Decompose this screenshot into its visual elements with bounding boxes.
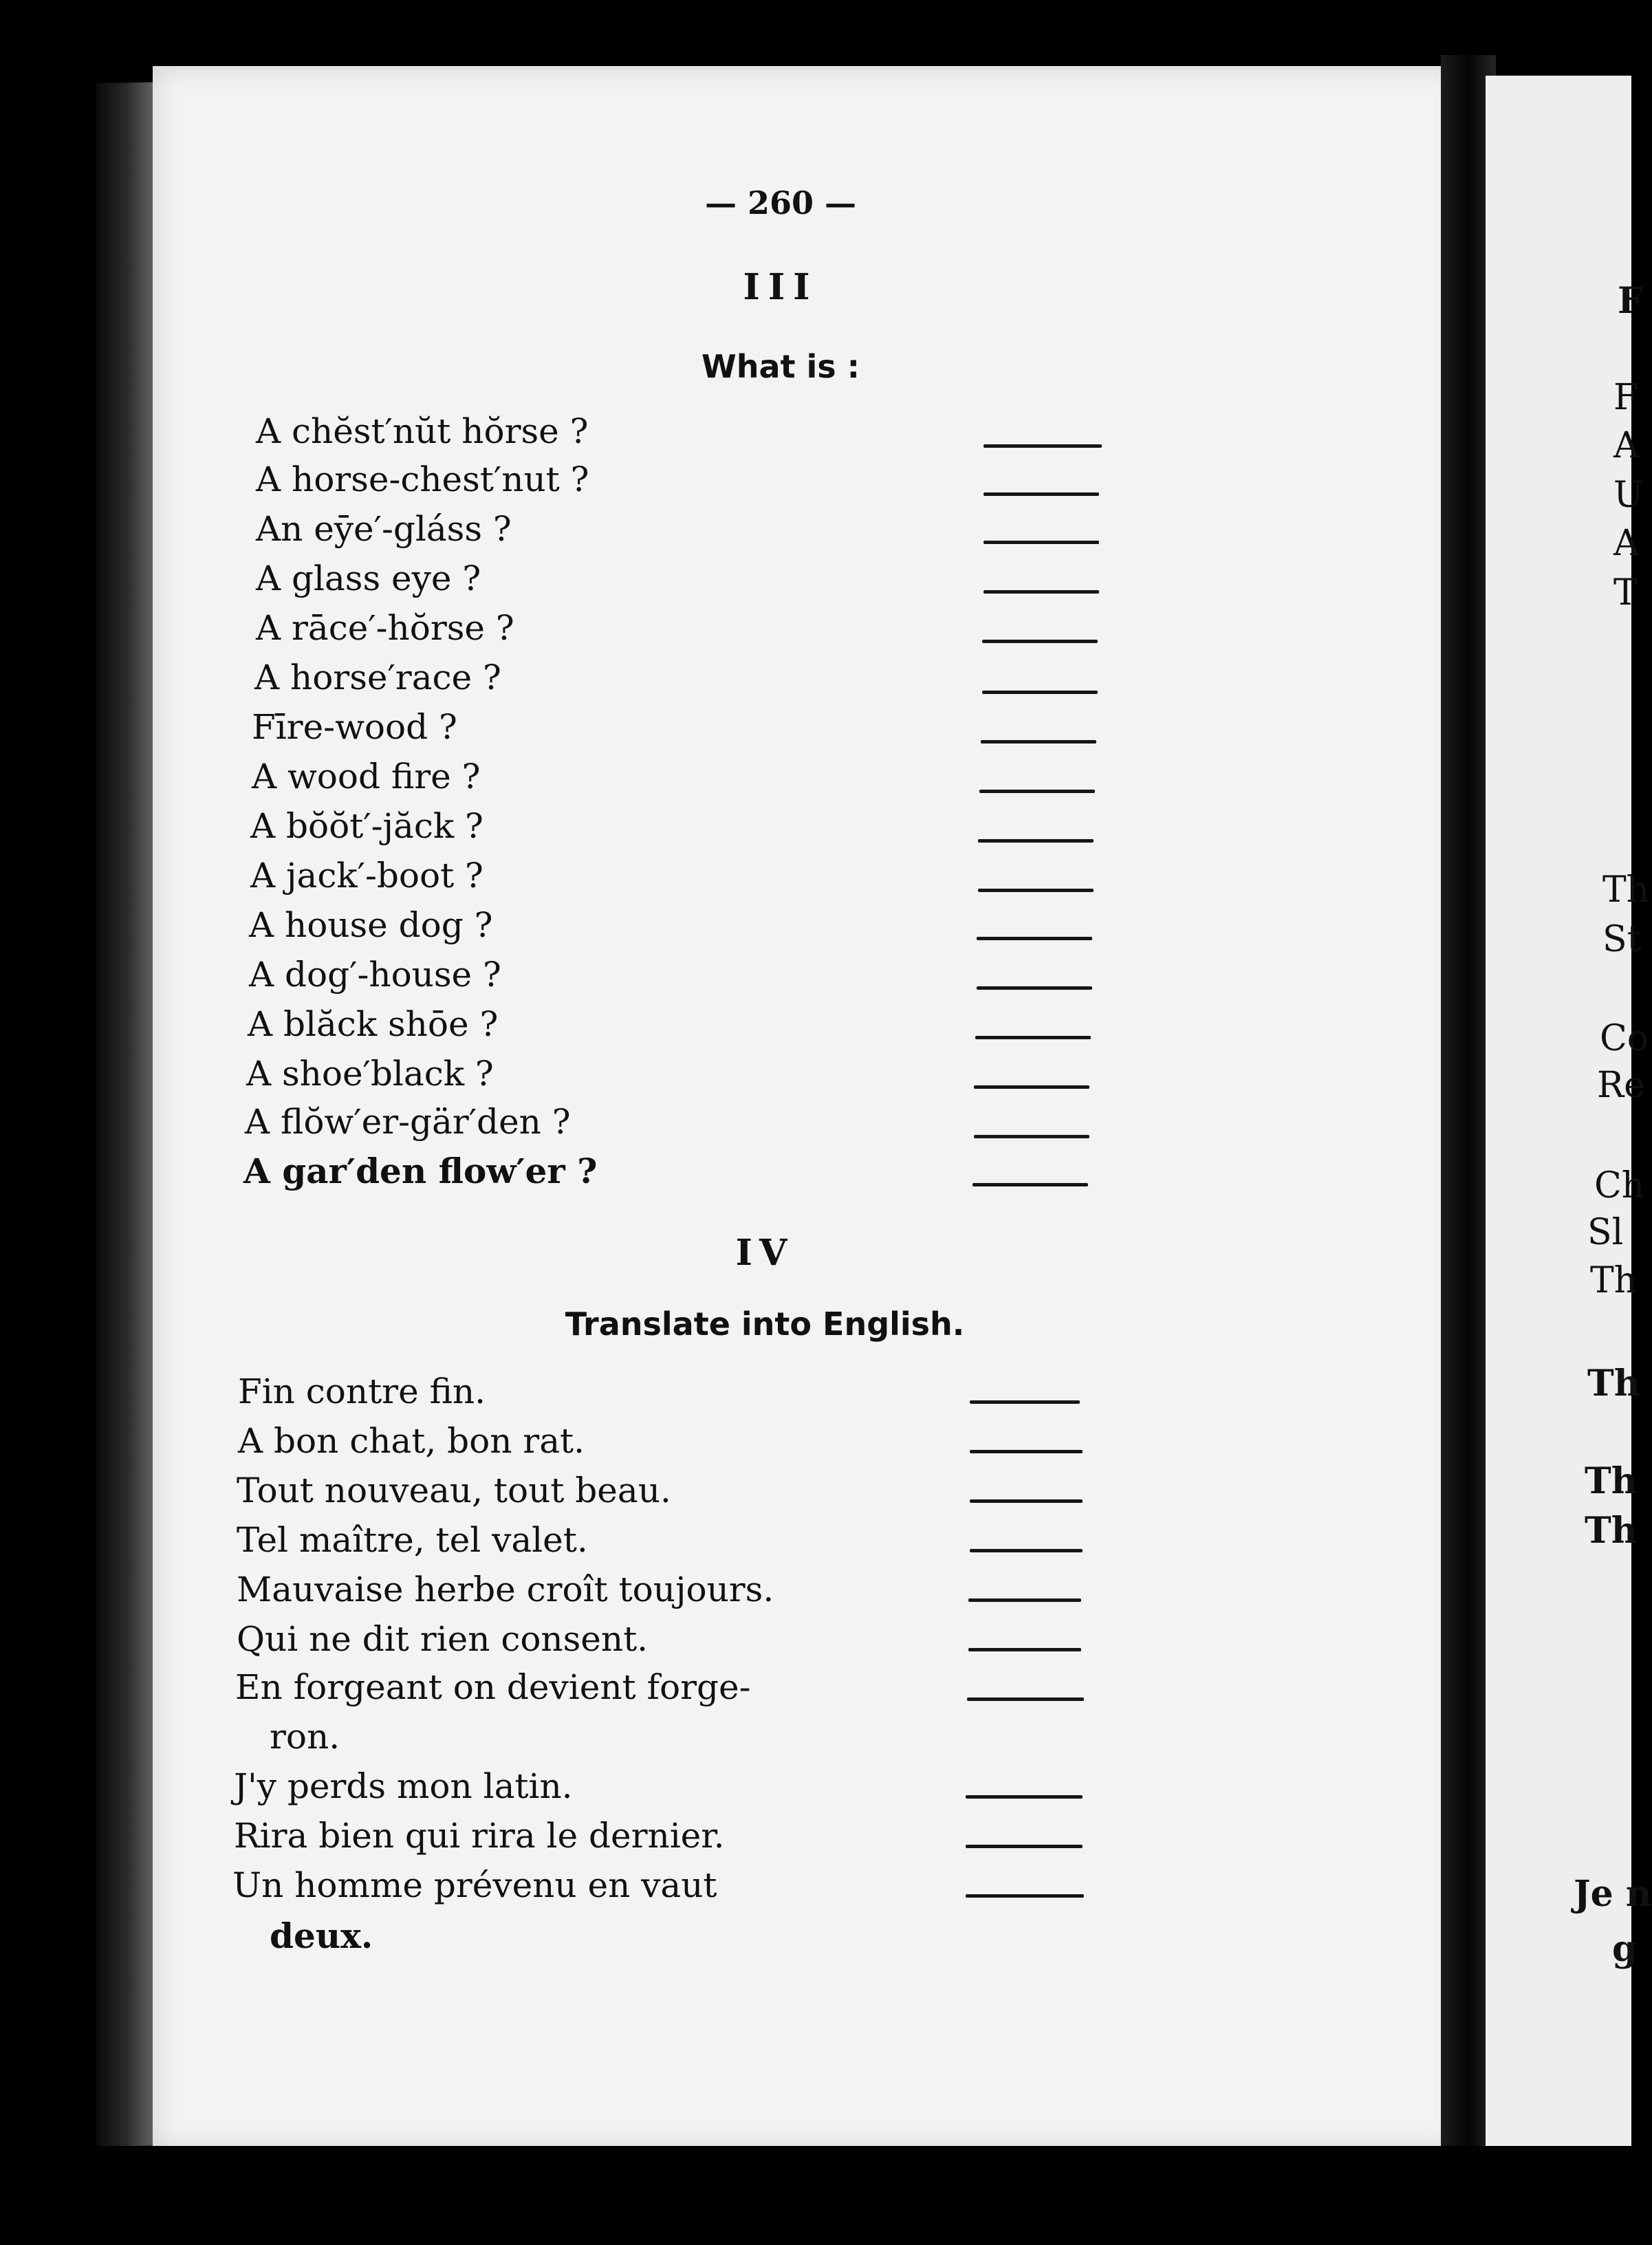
answer-blank[interactable] bbox=[975, 1036, 1091, 1039]
section-numeral-iv: IV bbox=[735, 1232, 794, 1274]
adjacent-page-fragment: A bbox=[1613, 523, 1640, 564]
adjacent-page-fragment: U bbox=[1613, 475, 1644, 516]
exercise-item: A house dog ? bbox=[249, 905, 493, 945]
exercise-item: Mauvaise herbe croît toujours. bbox=[237, 1570, 774, 1609]
answer-blank[interactable] bbox=[968, 1598, 1081, 1602]
exercise-item: J'y perds mon latin. bbox=[234, 1766, 573, 1806]
section-heading-translate: Translate into English. bbox=[565, 1305, 965, 1343]
exercise-item: A jack′-boot ? bbox=[250, 856, 483, 896]
exercise-item: A wood fire ? bbox=[252, 757, 481, 796]
answer-blank[interactable] bbox=[970, 1549, 1083, 1552]
adjacent-page-fragment: T bbox=[1613, 572, 1638, 614]
exercise-item-continuation: deux. bbox=[270, 1916, 373, 1956]
exercise-item: Un homme prévenu en vaut bbox=[232, 1865, 717, 1905]
adjacent-page-fragment: F bbox=[1618, 280, 1643, 322]
exercise-item: Tout nouveau, tout beau. bbox=[237, 1471, 671, 1510]
bottom-shadow bbox=[0, 2146, 1631, 2245]
answer-blank[interactable] bbox=[981, 740, 1096, 744]
exercise-item: A bon chat, bon rat. bbox=[238, 1421, 585, 1461]
exercise-item: A horse-chest′nut ? bbox=[256, 459, 589, 499]
adjacent-page-fragment: Th bbox=[1587, 1363, 1640, 1405]
exercise-item: An eȳe′-gláss ? bbox=[256, 509, 512, 549]
adjacent-page-fragment: Th bbox=[1585, 1510, 1638, 1552]
exercise-item: Tel maître, tel valet. bbox=[237, 1520, 588, 1560]
answer-blank[interactable] bbox=[966, 1795, 1083, 1799]
exercise-item: A rāce′-hŏrse ? bbox=[256, 608, 514, 648]
adjacent-page-fragment: F bbox=[1613, 377, 1639, 418]
adjacent-page-fragment: A bbox=[1613, 425, 1640, 466]
answer-blank[interactable] bbox=[967, 1698, 1084, 1701]
answer-blank[interactable] bbox=[970, 1450, 1083, 1453]
exercise-item: A dog′-house ? bbox=[249, 955, 501, 995]
answer-blank[interactable] bbox=[970, 1400, 1080, 1404]
exercise-item: A chĕst′nŭt hŏrse ? bbox=[256, 411, 589, 451]
answer-blank[interactable] bbox=[972, 1183, 1088, 1186]
answer-blank[interactable] bbox=[974, 1135, 1089, 1138]
answer-blank[interactable] bbox=[982, 640, 1098, 643]
answer-blank[interactable] bbox=[979, 790, 1095, 793]
exercise-item: A shoe′black ? bbox=[246, 1054, 494, 1094]
answer-blank[interactable] bbox=[966, 1845, 1083, 1848]
section-heading-what-is: What is : bbox=[701, 348, 860, 385]
section-numeral-iii: III bbox=[743, 266, 818, 308]
exercise-item: En forgeant on devient forge- bbox=[235, 1667, 751, 1707]
exercise-item: A bŏŏt′-jăck ? bbox=[250, 806, 483, 846]
exercise-item: A glass eye ? bbox=[256, 558, 481, 598]
answer-blank[interactable] bbox=[983, 444, 1102, 448]
adjacent-page-fragment: Sl bbox=[1587, 1212, 1624, 1253]
exercise-item: A horse′race ? bbox=[254, 658, 501, 697]
answer-blank[interactable] bbox=[966, 1894, 1084, 1898]
answer-blank[interactable] bbox=[978, 839, 1094, 843]
answer-blank[interactable] bbox=[982, 691, 1098, 694]
adjacent-page-fragment: Th bbox=[1602, 869, 1650, 911]
adjacent-page-fragment: St bbox=[1602, 919, 1642, 960]
exercise-item: Qui ne dit rien consent. bbox=[237, 1619, 649, 1659]
adjacent-page-fragment: Th bbox=[1585, 1460, 1638, 1502]
answer-blank[interactable] bbox=[983, 541, 1099, 544]
adjacent-page bbox=[1486, 76, 1652, 2153]
exercise-item: Fin contre fin. bbox=[238, 1371, 486, 1411]
adjacent-page-fragment: g bbox=[1612, 1928, 1638, 1970]
answer-blank[interactable] bbox=[983, 590, 1099, 594]
answer-blank[interactable] bbox=[978, 889, 1094, 892]
adjacent-page-fragment: Co bbox=[1600, 1018, 1649, 1059]
adjacent-page-fragment: Re bbox=[1597, 1065, 1645, 1106]
exercise-item: A flŏw′er-gär′den ? bbox=[245, 1102, 571, 1142]
page-number: — 260 — bbox=[704, 184, 857, 221]
adjacent-page-fragment: Je n bbox=[1574, 1873, 1652, 1915]
exercise-item: Rira bien qui rira le dernier. bbox=[234, 1816, 725, 1856]
answer-blank[interactable] bbox=[974, 1085, 1089, 1089]
adjacent-page-fragment: Ch bbox=[1594, 1165, 1645, 1206]
answer-blank[interactable] bbox=[968, 1648, 1081, 1651]
answer-blank[interactable] bbox=[977, 937, 1092, 940]
answer-blank[interactable] bbox=[983, 492, 1099, 496]
exercise-item: A blăck shōe ? bbox=[248, 1004, 499, 1044]
exercise-item-continuation: ron. bbox=[270, 1717, 340, 1757]
adjacent-page-fragment: Th bbox=[1590, 1260, 1638, 1301]
answer-blank[interactable] bbox=[970, 1499, 1083, 1503]
exercise-item: Fīre-wood ? bbox=[252, 707, 457, 747]
exercise-item: A gar′den flow′er ? bbox=[243, 1151, 598, 1191]
answer-blank[interactable] bbox=[977, 986, 1092, 990]
